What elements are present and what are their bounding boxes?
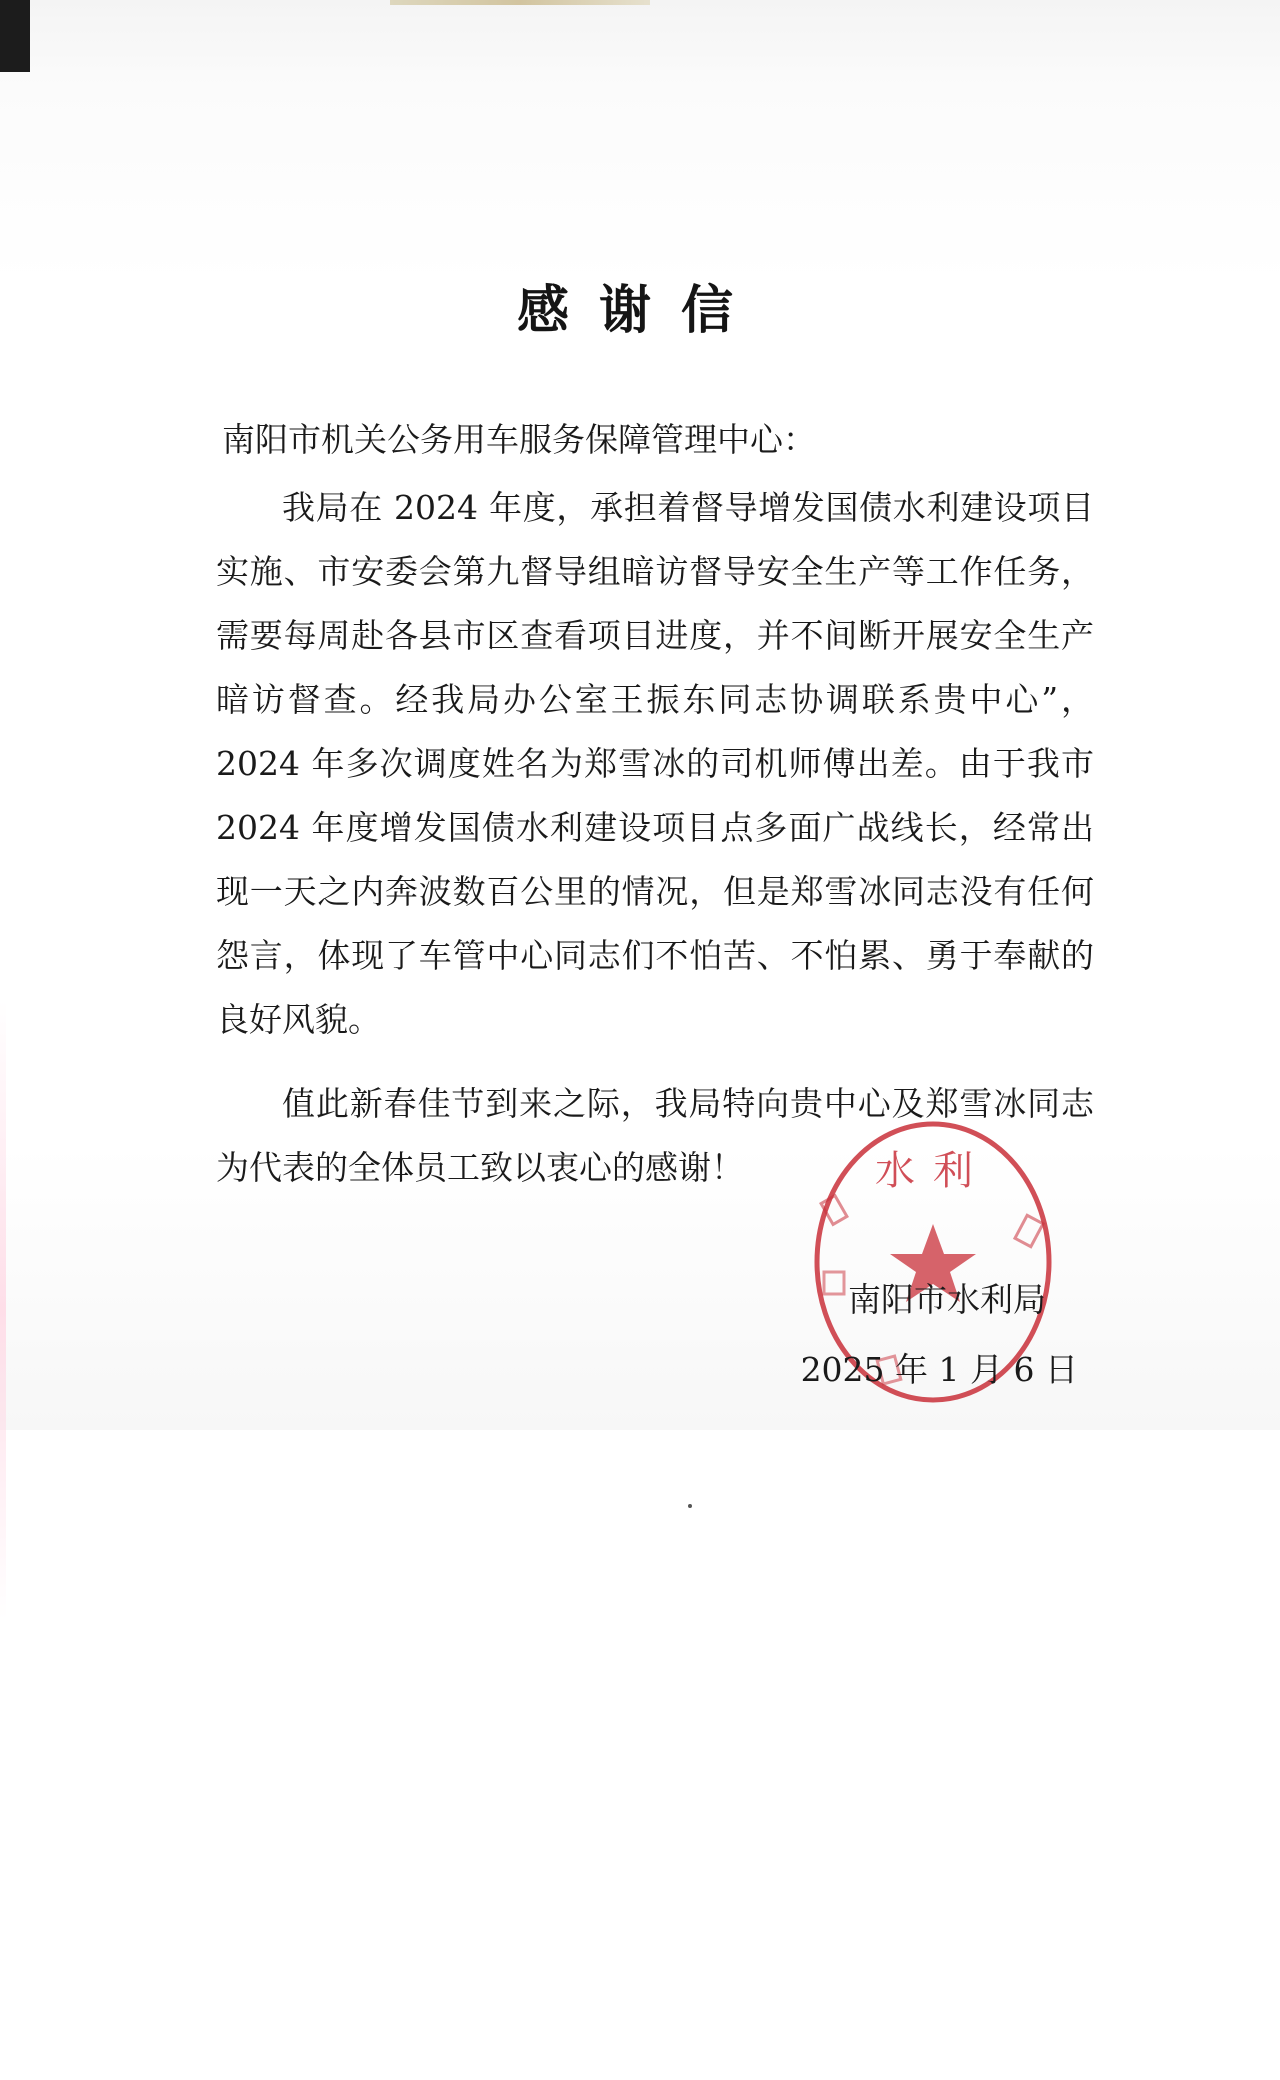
letter-salutation: 南阳市机关公务用车服务保障管理中心：	[222, 420, 816, 459]
corner-shadow	[0, 0, 30, 72]
letter-date: 2025 年 1 月 6 日	[800, 1350, 1078, 1389]
speck	[688, 1504, 692, 1508]
top-edge-strip	[390, 0, 650, 5]
seal-text: 水利	[875, 1148, 991, 1194]
letter-paragraph-1: 我局在 2024 年度，承担着督导增发国债水利建设项目实施、市安委会第九督导组暗访督导安全生产等工作任务，需要每周赴各县市区查看项目进度，并不间断开展安全生产暗访督查。经我局办公室王振东同志协调联系贵中心”，2024 年多次调度姓名为郑雪冰的司机师傅出差。由于我市 2024 年度增发国债水利建设项目点多面广战线长，经常出现一天之内奔波数百公里的情况，但是郑雪冰同志没有任何怨言，体现了车管中心同志们不怕苦、不怕累、勇于奉献的良好风貌。	[216, 488, 1094, 1039]
letter-title: 感谢信	[516, 280, 763, 341]
letter-signer: 南阳市水利局	[848, 1280, 1046, 1319]
letter-paragraph-2: 值此新春佳节到来之际，我局特向贵中心及郑雪冰同志为代表的全体员工致以衷心的感谢！	[216, 1084, 1094, 1187]
